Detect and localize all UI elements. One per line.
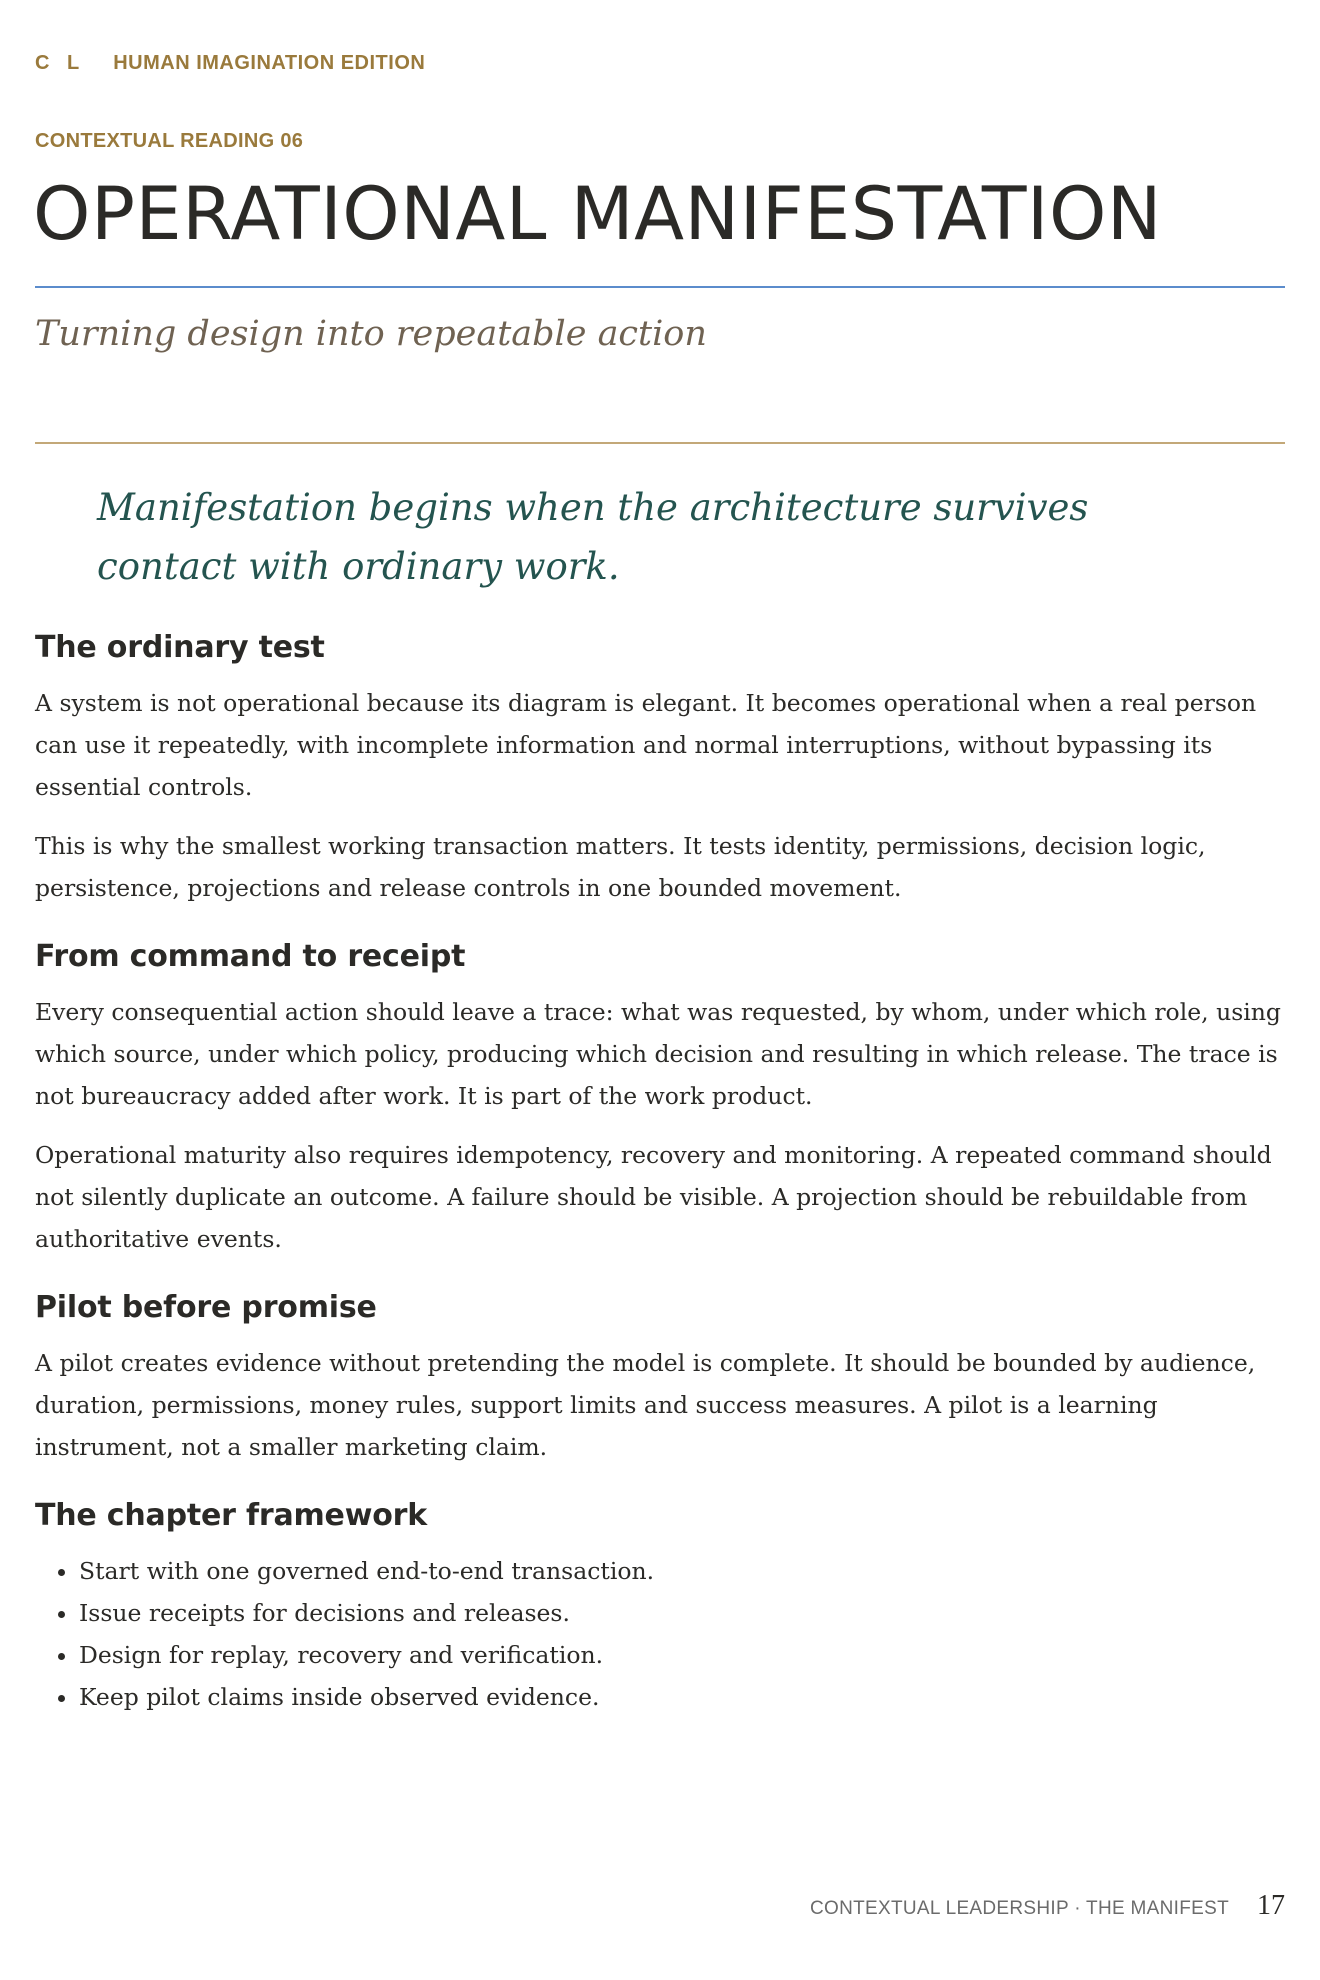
running-title: CONTEXTUAL LEADERSHIP · THE MANIFEST [809, 1898, 1229, 1919]
section-pilot-before-promise [35, 1288, 1285, 1468]
section-divider [35, 442, 1285, 444]
paragraph: A system is not operational because its diagram is elegant. It becomes operational when a real person can use it repeatedly, with incomplete information and normal interruptions, without bypassing its essential controls. [35, 689, 1257, 801]
list-item: • Design for replay, recovery and verification. [79, 1634, 1285, 1676]
paragraph: Every consequential action should leave a trace: what was requested, by whom, under which role, using which source, under which policy, producing which decision and resulting in which release. The trace is not bureaucracy added after work. It is part of the work product. [35, 998, 1281, 1110]
edition-label: HUMAN IMAGINATION EDITION [113, 52, 426, 74]
title-divider [35, 286, 1285, 288]
section-command-to-receipt [35, 937, 1285, 1260]
section-heading: From command to receipt [35, 939, 466, 974]
article-body [35, 628, 1285, 1746]
section-heading: The chapter framework [35, 1498, 427, 1533]
pull-quote: Manifestation begins when the architecture survives contact with ordinary work. [97, 486, 1089, 588]
page-title: OPERATIONAL MANIFESTATION [33, 172, 1163, 257]
list-item: • Start with one governed end-to-end transaction. [79, 1550, 1285, 1592]
list-item: • Keep pilot claims inside observed evidence. [79, 1676, 1285, 1718]
list-item: • Issue receipts for decisions and releases. [79, 1592, 1285, 1634]
section-heading: Pilot before promise [35, 1290, 377, 1325]
paragraph: A pilot creates evidence without pretending the model is complete. It should be bounded by audience, duration, permissions, money rules, support limits and success measures. A pilot is a learning instrument, not a smaller marketing claim. [35, 1349, 1256, 1461]
section-heading: The ordinary test [35, 630, 325, 665]
framework-list [35, 1550, 1285, 1718]
section-chapter-framework [35, 1496, 1285, 1718]
reading-kicker: CONTEXTUAL READING 06 [35, 130, 304, 152]
paragraph: Operational maturity also requires idempotency, recovery and monitoring. A repeated command should not silently duplicate an outcome. A failure should be visible. A projection should be rebuildable from authoritative events. [35, 1141, 1272, 1253]
page-number: 17 [1257, 1890, 1285, 1921]
section-ordinary-test [35, 628, 1285, 909]
paragraph: This is why the smallest working transaction matters. It tests identity, permissions, decision logic, persistence, projections and release controls in one bounded movement. [35, 832, 1206, 902]
page-subtitle: Turning design into repeatable action [35, 314, 707, 354]
page-footer [810, 1890, 1285, 1922]
brand-header [35, 52, 425, 75]
brand-mark: C L [35, 52, 86, 74]
